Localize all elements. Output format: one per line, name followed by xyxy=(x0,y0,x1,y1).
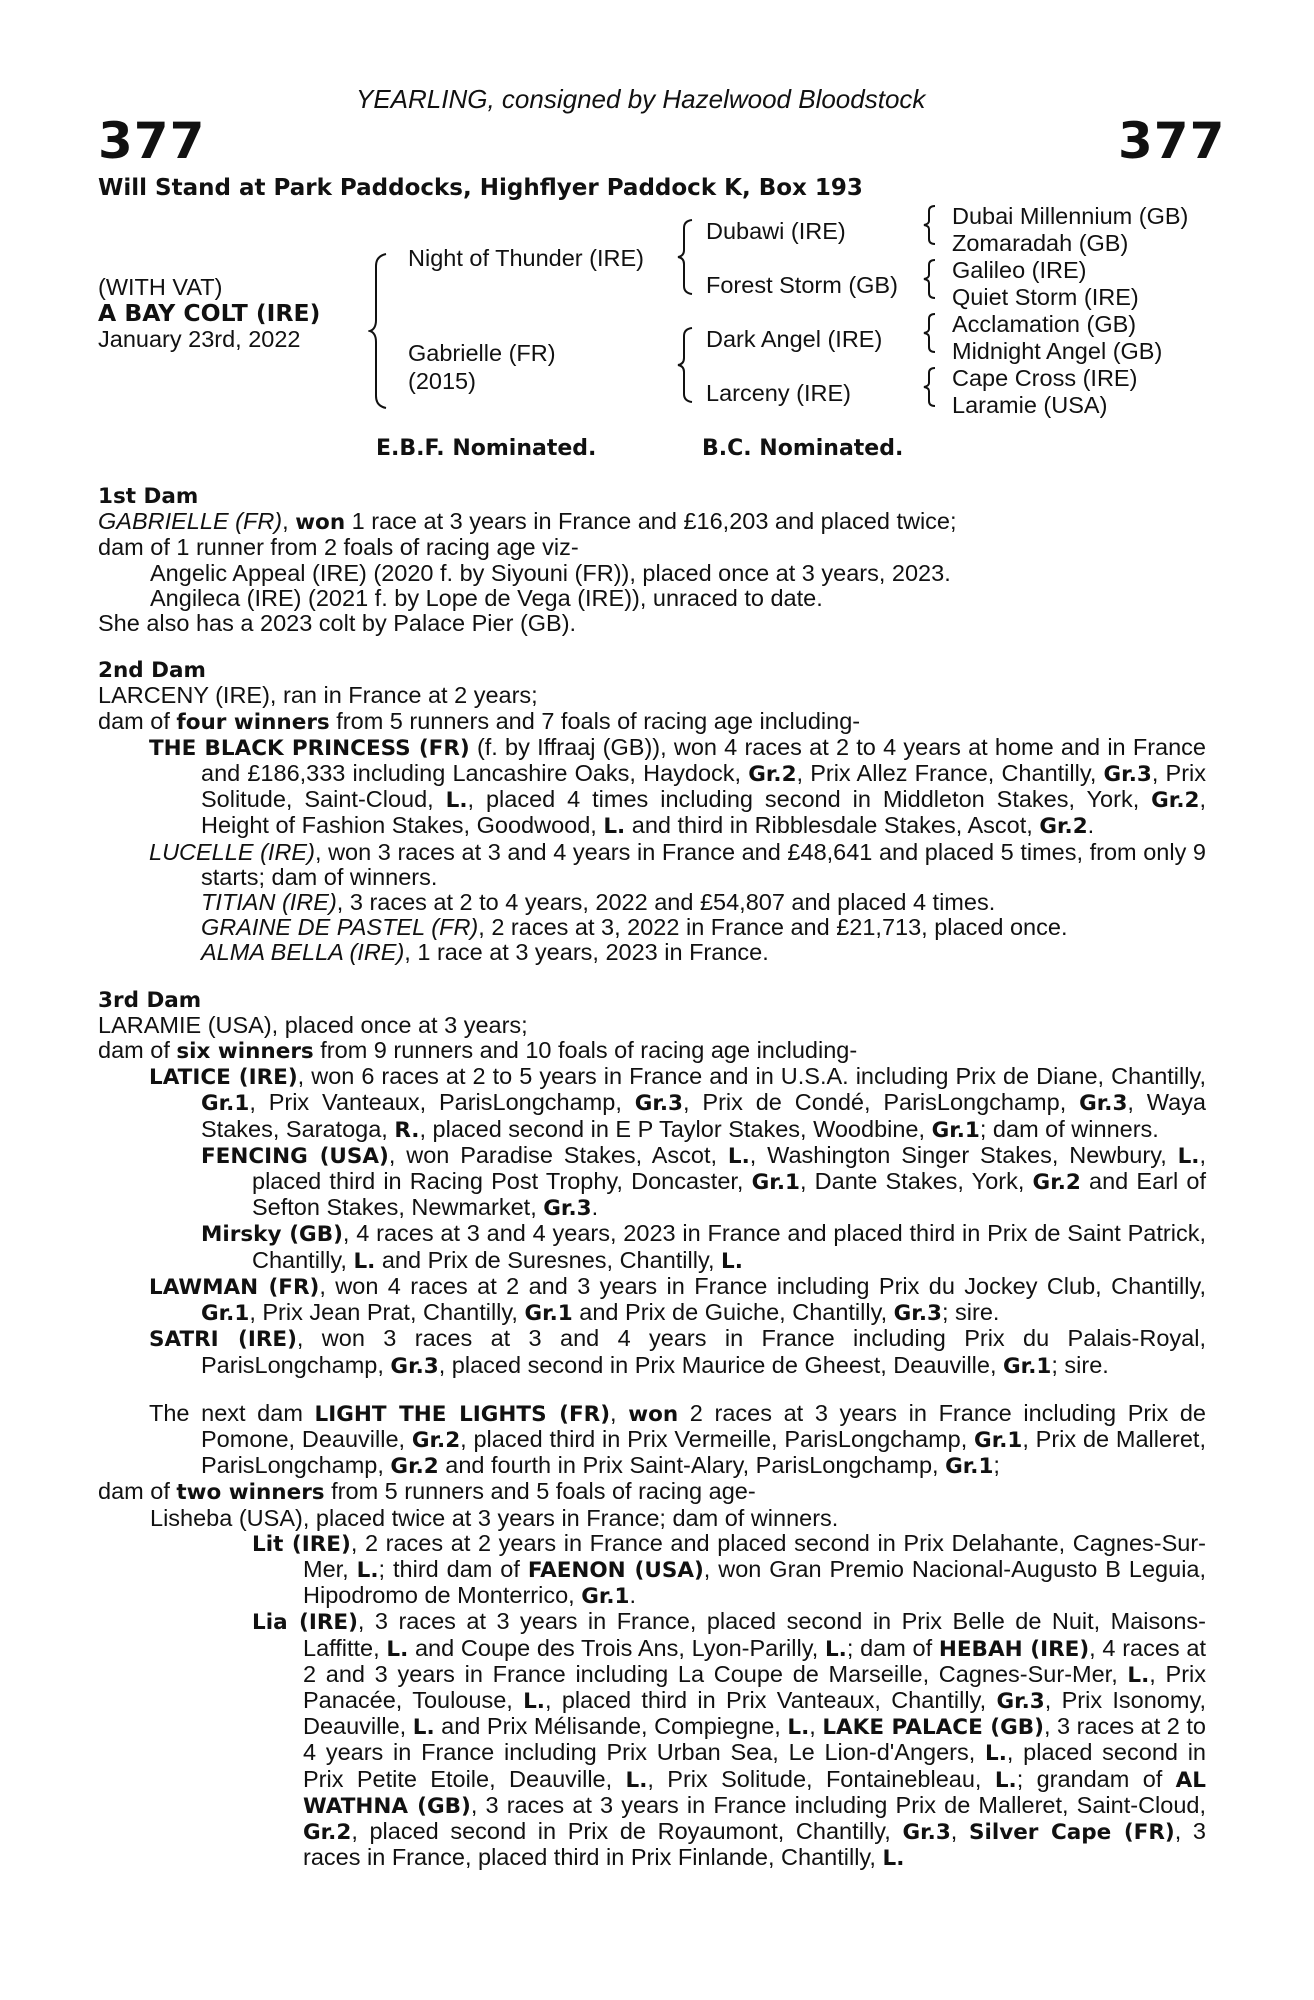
entry-line: LARAMIE (USA), placed once at 3 years; xyxy=(98,1011,528,1038)
section-1 xyxy=(98,484,1206,636)
section-heading: 1st Dam xyxy=(98,484,199,509)
entry-line: GRAINE DE PASTEL (FR), 2 races at 3, 2022 in France and £21,713, placed once. xyxy=(201,914,1068,941)
pedigree-brace-sire xyxy=(676,218,696,296)
pedigree-sss: Dubai Millennium (GB) xyxy=(952,203,1189,229)
entry-line: Angelic Appeal (IRE) (2020 f. by Siyouni (FR)), placed once at 3 years, 2023. xyxy=(150,559,951,586)
entry-line: LATICE (IRE), won 6 races at 2 to 5 years in France and in U.S.A. including Prix de Diane, Chantilly, Gr.1, Prix Vanteaux, ParisLongchamp, Gr.3, Prix de Condé, ParisLongchamp, Gr.3, Waya Stakes, Saratoga, R., placed second in E P Taylor Stakes, Woodbine, Gr.1; dam of winners. xyxy=(149,1063,1206,1143)
pedigree-brace-sd xyxy=(922,258,938,300)
entry-line: Angileca (IRE) (2021 f. by Lope de Vega (IRE)), unraced to date. xyxy=(150,584,823,611)
pedigree-dss: Acclamation (GB) xyxy=(952,311,1137,337)
pedigree-ddd: Laramie (USA) xyxy=(952,392,1108,418)
stand-location: Will Stand at Park Paddocks, Highflyer Paddock K, Box 193 xyxy=(98,175,863,201)
section-2 xyxy=(98,658,1206,965)
entry-line: THE BLACK PRINCESS (FR) (f. by Iffraaj (GB)), won 4 races at 2 to 4 years at home and in France and £186,333 including Lancashire Oaks, Haydock, Gr.2, Prix Allez France, Chantilly, Gr.3, Prix Solitude, Saint-Cloud, L., placed 4 times including second in Middleton Stakes, York, Gr.2, Height of Fashion Stakes, Goodwood, L. and third in Ribblesdale Stakes, Ascot, Gr.2. xyxy=(149,733,1206,840)
pedigree-sdd: Quiet Storm (IRE) xyxy=(952,284,1139,310)
entry-line: LAWMAN (FR), won 4 races at 2 and 3 years in France including Prix du Jockey Club, Chantilly, Gr.1, Prix Jean Prat, Chantilly, Gr.1 and Prix de Guiche, Chantilly, Gr.3; sire. xyxy=(149,1272,1206,1327)
pedigree-sire-dam: Forest Storm (GB) xyxy=(706,272,898,298)
section-3 xyxy=(98,988,1206,1379)
pedigree-dds: Cape Cross (IRE) xyxy=(952,365,1138,391)
entry-line: LUCELLE (IRE), won 3 races at 3 and 4 years in France and £48,641 and placed 5 times, from only 9 starts; dam of winners. xyxy=(149,838,1206,890)
entry-line: dam of two winners from 5 runners and 5 foals of racing age- xyxy=(98,1478,756,1506)
entry-line: dam of six winners from 9 runners and 10 foals of racing age including- xyxy=(98,1037,858,1065)
page-header-title: YEARLING, consigned by Hazelwood Bloodstock xyxy=(356,84,926,114)
bc-nomination: B.C. Nominated. xyxy=(702,436,904,461)
section-heading: 3rd Dam xyxy=(98,987,202,1013)
ebf-nomination: E.B.F. Nominated. xyxy=(376,436,597,461)
pedigree-sire-sire: Dubawi (IRE) xyxy=(706,218,846,244)
pedigree-brace-dam xyxy=(676,326,696,404)
entry-line: Mirsky (GB), 4 races at 3 and 4 years, 2023 in France and placed third in Prix de Saint Patrick, Chantilly, L. and Prix de Suresnes, Chantilly, L. xyxy=(201,1220,1206,1274)
horse-name: A BAY COLT (IRE) xyxy=(98,299,321,327)
pedigree-dam-dam: Larceny (IRE) xyxy=(706,380,851,406)
entry-line: SATRI (IRE), won 3 races at 3 and 4 years in France including Prix du Palais-Royal, ParisLongchamp, Gr.3, placed second in Prix Maurice de Gheest, Deauville, Gr.1; sire. xyxy=(149,1325,1206,1379)
entry-line: Lia (IRE), 3 races at 3 years in France, placed second in Prix Belle de Nuit, Maisons-Laffitte, L. and Coupe des Trois Ans, Lyon-Parilly, L.; dam of HEBAH (IRE), 4 races at 2 and 3 years in France including La Coupe de Marseille, Cagnes-Sur-Mer, L., Prix Panacée, Toulouse, L., placed third in Prix Vanteaux, Chantilly, Gr.3, Prix Isonomy, Deauville, L. and Prix Mélisande, Compiegne, L., LAKE PALACE (GB), 3 races at 2 to 4 years in France including Prix Urban Sea, Le Lion-d'Angers, L., placed second in Prix Petite Etoile, Deauville, L., Prix Solitude, Fontainebleau, L.; grandam of AL WATHNA (GB), 3 races at 3 years in France including Prix de Malleret, Saint-Cloud, Gr.2, placed second in Prix de Royaumont, Chantilly, Gr.3, Silver Cape (FR), 3 races in France, placed third in Prix Finlande, Chantilly, L. xyxy=(252,1608,1207,1872)
entry-line: LARCENY (IRE), ran in France at 2 years; xyxy=(98,682,538,709)
pedigree-brace-1 xyxy=(368,252,390,410)
entry-line: ALMA BELLA (IRE), 1 race at 3 years, 2023 in France. xyxy=(201,939,769,966)
pedigree-dam-sire: Dark Angel (IRE) xyxy=(706,326,883,352)
lot-number-left: 377 xyxy=(98,112,206,170)
section-heading: 2nd Dam xyxy=(98,658,206,684)
catalogue-body xyxy=(98,484,1206,1871)
pedigree-brace-dd xyxy=(922,366,938,408)
pedigree-dam-year: (2015) xyxy=(408,368,476,394)
entry-line: dam of 1 runner from 2 foals of racing age viz- xyxy=(98,534,579,561)
entry-line: Lit (IRE), 2 races at 2 years in France and placed second in Prix Delahante, Cagnes-Sur-Mer, L.; third dam of FAENON (USA), won Gran Premio Nacional-Augusto B Leguia, Hipodromo de Monterrico, Gr.1. xyxy=(252,1529,1207,1610)
pedigree-dam: Gabrielle (FR) xyxy=(408,340,556,366)
pedigree-ssd: Zomaradah (GB) xyxy=(952,230,1129,256)
entry-line: She also has a 2023 colt by Palace Pier (GB). xyxy=(98,610,577,637)
entry-line: GABRIELLE (FR), won 1 race at 3 years in France and £16,203 and placed twice; xyxy=(98,508,957,536)
pedigree-sire: Night of Thunder (IRE) xyxy=(408,245,644,271)
section-4 xyxy=(98,1401,1206,1872)
pedigree-brace-ss xyxy=(922,204,938,246)
entry-line: The next dam LIGHT THE LIGHTS (FR), won 2 races at 3 years in France including Prix de Pomone, Deauville, Gr.2, placed third in Prix Vermeille, ParisLongchamp, Gr.1, Prix de Malleret, ParisLongchamp, Gr.2 and fourth in Prix Saint-Alary, ParisLongchamp, Gr.1; xyxy=(149,1399,1206,1480)
entry-line: TITIAN (IRE), 3 races at 2 to 4 years, 2022 and £54,807 and placed 4 times. xyxy=(201,889,996,916)
foaling-date: January 23rd, 2022 xyxy=(98,326,301,352)
entry-line: Lisheba (USA), placed twice at 3 years in France; dam of winners. xyxy=(150,1504,839,1531)
lot-number-right: 377 xyxy=(1118,112,1226,170)
vat-note: (WITH VAT) xyxy=(98,274,223,300)
pedigree-dsd: Midnight Angel (GB) xyxy=(952,338,1163,364)
entry-line: dam of four winners from 5 runners and 7 foals of racing age including- xyxy=(98,707,861,735)
entry-line: FENCING (USA), won Paradise Stakes, Ascot, L., Washington Singer Stakes, Newbury, L., placed third in Racing Post Trophy, Doncaster, Gr.1, Dante Stakes, York, Gr.2 and Earl of Sefton Stakes, Newmarket, Gr.3. xyxy=(201,1141,1206,1222)
pedigree-brace-ds xyxy=(922,312,938,354)
pedigree-sds: Galileo (IRE) xyxy=(952,257,1087,283)
